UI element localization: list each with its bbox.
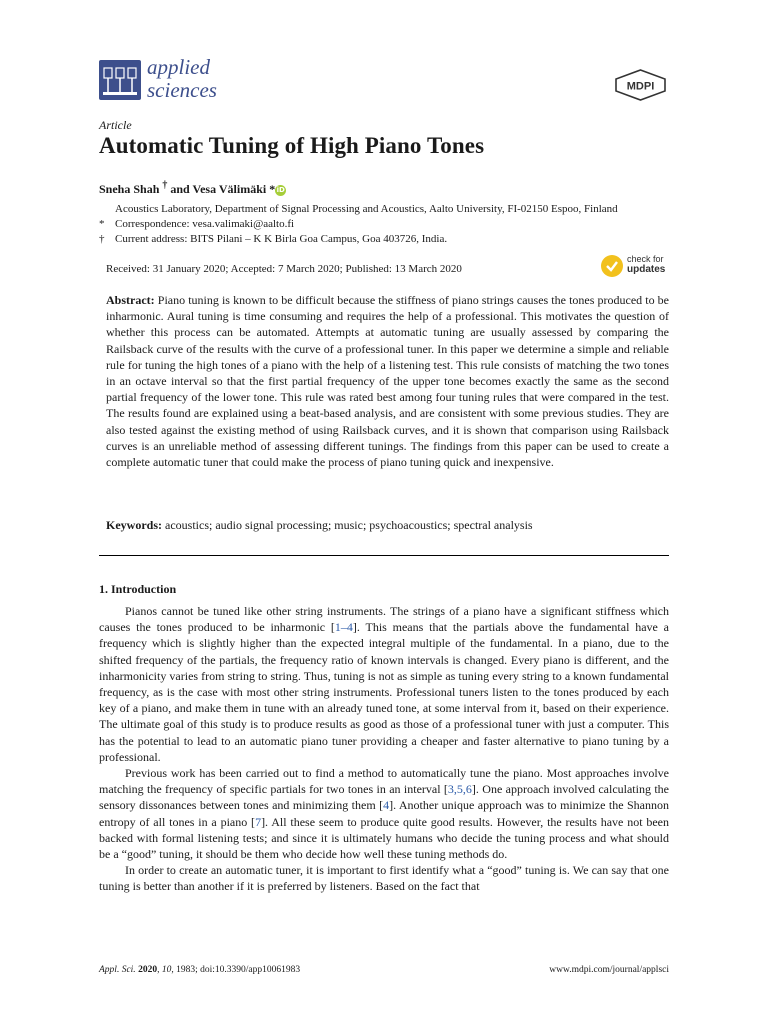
publication-dates: Received: 31 January 2020; Accepted: 7 March 2020; Published: 13 March 2020 xyxy=(106,263,462,275)
current-address-mark: † xyxy=(99,233,105,245)
citation-link[interactable]: 3,5,6 xyxy=(447,782,472,797)
check-for-updates-badge[interactable] xyxy=(601,254,671,278)
abstract xyxy=(106,292,669,470)
paragraph: Previous work has been carried out to find a method to automatically tune the piano. Most approaches involve matching the frequency of specific partials for two tones in an interval [3,5,6]. One approach involved calculating the sensory dissonances between tones and minimizing them [4]. Another unique approach was to minimize the Shannon entropy of all tones in a piano [7]. All these seem to produce quite good results. However, the results have not been backed with formal listening tests; and since it is ultimately humans who decide the tuning process and what should be a “good” tuning, it should be them who decide how well these tuning methods do. xyxy=(99,766,669,862)
section-heading: 1. Introduction xyxy=(99,582,177,596)
correspondence-mark: * xyxy=(99,218,105,230)
journal-name-line2: sciences xyxy=(147,78,217,102)
footer-citation: Appl. Sci. 2020, 10, 1983; doi:10.3390/app10061983 xyxy=(99,965,301,975)
author-conjunction: and xyxy=(167,182,193,196)
affiliation-text: Acoustics Laboratory, Department of Signal Processing and Acoustics, Aalto University, FI-02150 Espoo, Finland xyxy=(115,203,618,215)
keywords-text: acoustics; audio signal processing; music; psychoacoustics; spectral analysis xyxy=(165,518,533,532)
author-note-mark: † xyxy=(162,180,168,191)
journal-name-line1: applied xyxy=(147,55,210,79)
footer-url[interactable]: www.mdpi.com/journal/applsci xyxy=(549,965,669,975)
author-name: Vesa Välimäki xyxy=(192,182,267,196)
paragraph: Pianos cannot be tuned like other string instruments. The strings of a piano have a significant stiffness which causes the tones produced to be inharmonic [1–4]. This means that the partials above the fundamental have a frequency which is slightly higher than the expected integral multiple of the fundamental. In a piano, due to the shifted frequency of the partials, the frequency ratio of known intervals is changed. Every piano is different, and the inharmonicity varies from string to string. Thus, tuning is not as simple as tuning every string to a known fundamental frequency, as is the case with most other string instruments. Professional tuners listen to the tones produced by each key of a piano, and make them in tune with an already tuned tone, at some interval from it, based on their experience. The ultimate goal of this study is to produce results as good as those of a professional tuner with just a computer. This has the potential to lead to an automatic piano tuner providing a cheaper and faster alternative to piano tuning by a professional. xyxy=(99,604,670,764)
footer-doi: , 1983; doi:10.3390/app10061983 xyxy=(171,965,301,975)
abstract-text: Piano tuning is known to be difficult because the stiffness of piano strings causes the tones produced to be inharmonic. Aural tuning is time consuming and requires the help of a professional. This motivates the question of whether this process can be automated. Attempts at automatic tuning are usually assessed by comparing the Railsback curve of the results with the curve of a professional tuner. In this paper we determine a simple and reliable rule for tuning the high tones of a piano with the help of a listening test. This rule consists of matching the two tones in an octave interval so that the first partial frequency of the upper tone becomes exactly the same as the second partial frequency of the lower tone. This rule was rated best among four tuning rules that were compared in the test. The results found are explained using a beat-based analysis, and are consistent with some previous studies. They are also tested against the existing method of using Railsback curves, and it is shown that comparison using Railsback curves is an unreliable method of assessing different tunings. The findings from this paper can be used to create a complete automatic tuner that could make the process of piano tuning quick and inexpensive. xyxy=(106,293,670,470)
corresponding-mark: * xyxy=(269,182,276,196)
footer-volume: 10 xyxy=(161,965,172,975)
check-updates-icon xyxy=(601,255,623,277)
keywords xyxy=(106,518,669,533)
mdpi-logo xyxy=(614,69,667,101)
author-name: Sneha Shah xyxy=(99,182,160,196)
current-address xyxy=(99,232,447,247)
citation-link[interactable]: 4 xyxy=(383,798,390,813)
citation-link[interactable]: 7 xyxy=(255,814,262,829)
paper-title: Automatic Tuning of High Piano Tones xyxy=(99,133,485,158)
citation-link[interactable]: 1–4 xyxy=(334,620,353,635)
check-updates-line1: check for xyxy=(627,254,664,264)
author-list xyxy=(99,180,286,197)
current-address-text: Current address: BITS Pilani – K K Birla Goa Campus, Goa 403726, India. xyxy=(115,233,448,245)
journal-logo xyxy=(99,60,141,100)
abstract-label: Abstract: xyxy=(106,293,155,307)
orcid-icon[interactable]: iD xyxy=(276,186,285,194)
journal-name xyxy=(147,56,217,102)
mdpi-logo-text: MDPI xyxy=(626,80,655,93)
affiliation xyxy=(99,202,618,217)
section-divider xyxy=(99,555,669,556)
footer-year: 2020 xyxy=(138,965,158,975)
correspondence-text: Correspondence: vesa.valimaki@aalto.fi xyxy=(115,218,295,230)
article-type: Article xyxy=(99,118,132,132)
footer-journal: Appl. Sci. xyxy=(99,965,136,975)
check-updates-line2: updates xyxy=(627,264,666,275)
keywords-label: Keywords: xyxy=(106,518,162,532)
paragraph: In order to create an automatic tuner, it is important to first identify what a “good” tuning is. We can say that one tuning is better than another if it is preferred by listeners. Based on the fact that xyxy=(99,863,669,894)
body-text xyxy=(99,603,669,895)
correspondence xyxy=(99,217,294,232)
